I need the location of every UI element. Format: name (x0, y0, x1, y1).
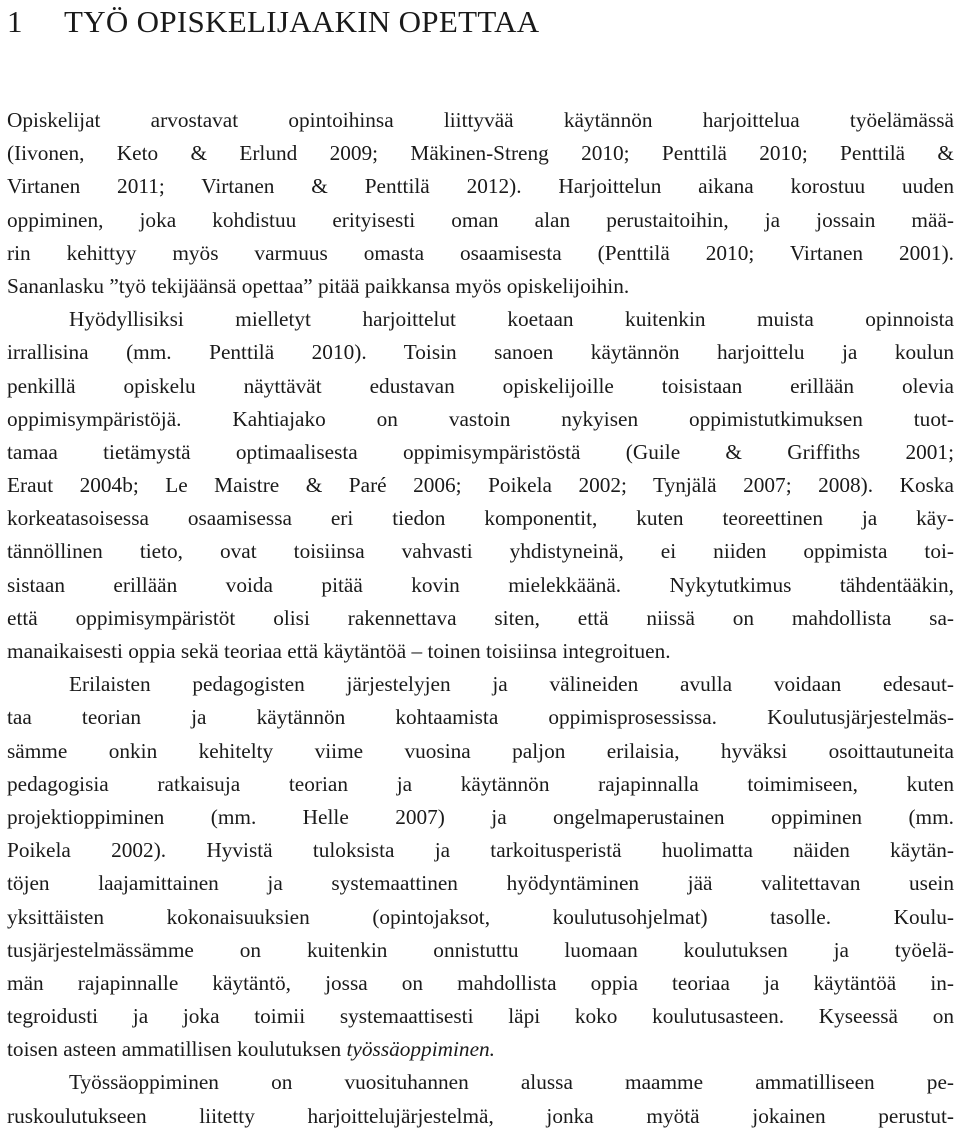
text-line-content: manaikaisesti oppia sekä teoriaa että käytäntöä – toinen toisiinsa integroituen. (7, 639, 671, 663)
text-line-content: tännöllinen tieto, ovat toisiinsa vahvasti yhdistyneinä, ei niiden oppimista toi- (7, 539, 954, 564)
text-line (7, 336, 954, 369)
text-line-content: Sananlasku ”työ tekijäänsä opettaa” pitää paikkansa myös opiskelijoihin. (7, 273, 630, 298)
text-line-content: män rajapinnalle käytäntö, jossa on mahdollista oppia teoriaa ja käytäntöä in- (7, 970, 954, 995)
text-line (7, 1000, 954, 1033)
text-line-content: tusjärjestelmässämme on kuitenkin onnistuttu luomaan koulutuksen ja työelä- (7, 937, 954, 962)
section-title: TYÖ OPISKELIJAAKIN OPETTAA (64, 4, 540, 39)
text-line-content: sämme onkin kehitelty viime vuosina paljon erilaisia, hyväksi osoittautuneita (7, 738, 954, 763)
text-line (7, 602, 954, 635)
text-line-content: Eraut 2004b; Le Maistre & Paré 2006; Poikela 2002; Tynjälä 2007; 2008). Koska (7, 473, 954, 498)
text-line (7, 137, 954, 170)
text-line (7, 834, 954, 867)
text-line-content: tegroidusti ja joka toimii systemaattisesti läpi koko koulutusasteen. Kyseessä on (7, 1004, 954, 1029)
text-line-content: Virtanen 2011; Virtanen & Penttilä 2012). Harjoittelun aikana korostuu uuden (7, 174, 954, 199)
text-line-content: sistaan erillään voida pitää kovin mielekkäänä. Nykytutkimus tähdentääkin, (7, 572, 954, 597)
text-line (7, 436, 954, 469)
document-page (7, 0, 954, 1128)
text-line (7, 237, 954, 270)
section-heading (7, 0, 954, 42)
text-line-content: Hyödyllisiksi mielletyt harjoittelut koetaan kuitenkin muista opinnoista (69, 307, 954, 332)
text-line-content: töjen laajamittainen ja systemaattinen hyödyntäminen jää valitettavan usein (7, 871, 954, 896)
body-text (7, 104, 954, 1133)
text-line (7, 867, 954, 900)
text-line (7, 668, 954, 701)
text-line-content: että oppimisympäristöt olisi rakennettava siten, että niissä on mahdollista sa- (7, 605, 954, 630)
text-line (7, 901, 954, 934)
text-line-content: (Iivonen, Keto & Erlund 2009; Mäkinen-Streng 2010; Penttilä 2010; Penttilä & (7, 141, 954, 166)
text-line (7, 768, 954, 801)
emphasized-term: työssäoppiminen. (346, 1037, 495, 1062)
text-line-content: projektioppiminen (mm. Helle 2007) ja ongelmaperustainen oppiminen (mm. (7, 804, 954, 829)
text-line-content: Poikela 2002). Hyvistä tuloksista ja tarkoitusperistä huolimatta näiden käytän- (7, 838, 954, 863)
text-line (7, 370, 954, 403)
text-line-content: Työssäoppiminen on vuosituhannen alussa maamme ammatilliseen pe- (69, 1070, 954, 1095)
text-line-content: taa teorian ja käytännön kohtaamista oppimisprosessissa. Koulutusjärjestelmäs- (7, 705, 954, 730)
text-line (7, 735, 954, 768)
text-line-content: ruskoulutukseen liitetty harjoittelujärjestelmä, jonka myötä jokainen perustut- (7, 1103, 954, 1128)
text-line (7, 801, 954, 834)
text-line (7, 204, 954, 237)
text-line (7, 104, 954, 137)
text-line-content: toisen asteen ammatillisen koulutuksen (7, 1037, 347, 1062)
text-line (7, 1100, 954, 1133)
text-line-content: oppiminen, joka kohdistuu erityisesti oman alan perustaitoihin, ja jossain mää- (7, 207, 954, 232)
text-line (7, 535, 954, 568)
text-line-content: korkeatasoisessa osaamisessa eri tiedon komponentit, kuten teoreettinen ja käy- (7, 506, 954, 531)
text-line-content: oppimisympäristöjä. Kahtiajako on vastoin nykyisen oppimistutkimuksen tuot- (7, 406, 954, 431)
text-line-content: Opiskelijat arvostavat opintoihinsa liittyvää käytännön harjoittelua työelämässä (7, 108, 954, 132)
text-line-content: irrallisina (mm. Penttilä 2010). Toisin sanoen käytännön harjoittelu ja koulun (7, 340, 954, 365)
text-line (7, 303, 954, 336)
text-line-content: yksittäisten kokonaisuuksien (opintojaksot, koulutusohjelmat) tasolle. Koulu- (7, 904, 954, 929)
text-line (7, 635, 954, 668)
text-line-content: Erilaisten pedagogisten järjestelyjen ja välineiden avulla voidaan edesaut- (69, 672, 954, 697)
text-line-content: rin kehittyy myös varmuus omasta osaamisesta (Penttilä 2010; Virtanen 2001). (7, 240, 954, 265)
text-line (7, 569, 954, 602)
text-line (7, 1033, 954, 1066)
text-line-content: tamaa tietämystä optimaalisesta oppimisympäristöstä (Guile & Griffiths 2001; (7, 439, 954, 464)
text-line (7, 170, 954, 203)
text-line-content: penkillä opiskelu näyttävät edustavan opiskelijoille toisistaan erillään olevia (7, 373, 954, 398)
text-line (7, 502, 954, 535)
text-line (7, 1066, 954, 1099)
text-line (7, 403, 954, 436)
text-line (7, 967, 954, 1000)
section-number: 1 (7, 4, 23, 39)
text-line (7, 934, 954, 967)
text-line (7, 270, 954, 303)
text-line (7, 469, 954, 502)
text-line-content: pedagogisia ratkaisuja teorian ja käytännön rajapinnalla toimimiseen, kuten (7, 771, 954, 796)
text-line (7, 701, 954, 734)
